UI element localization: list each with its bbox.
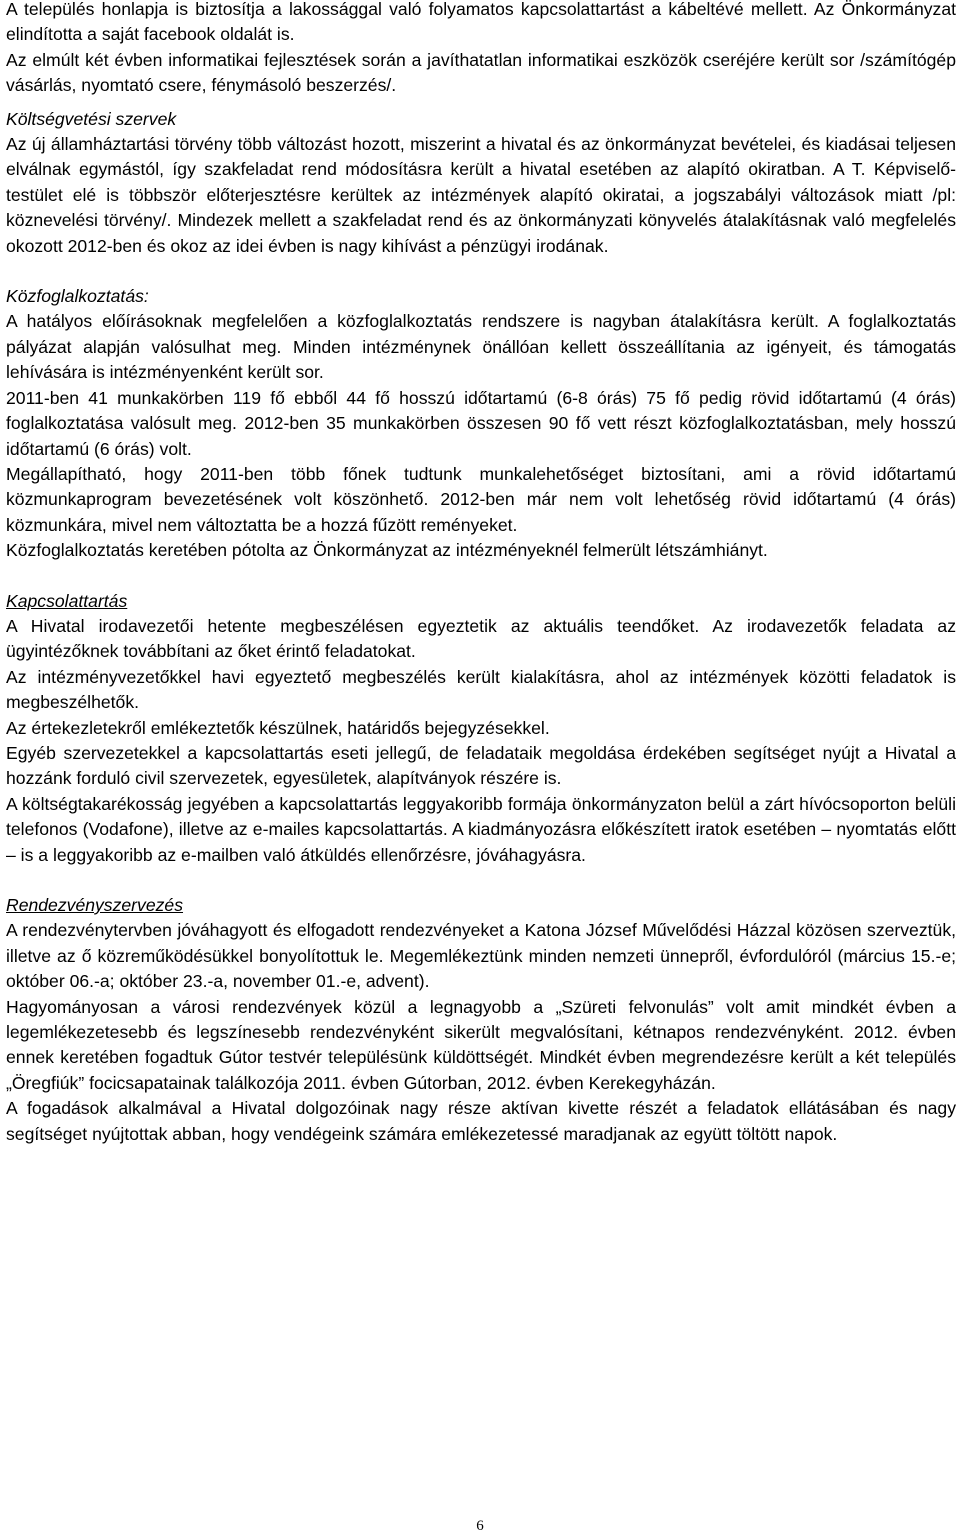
kapcsolattartas-paragraph-1: A Hivatal irodavezetői hetente megbeszélésen egyeztetik az aktuális teendőket. Az irodavezetők feladata az ügyintézőknek továbbítani az őket érintő feladatokat.: [6, 615, 956, 662]
kozfoglalkoztatas-paragraph-1: A hatályos előírásoknak megfelelően a közfoglalkoztatás rendszere is nagyban átalakításra került. A foglalkoztatás pályázat alapján valósulhat meg. Minden intézménynek önállóan kellett összeállítania az igényeit, és támogatás lehívására is intézményenként került sor.: [6, 311, 956, 383]
rendezvenyszervezes-paragraph-3: A fogadások alkalmával a Hivatal dolgozóinak nagy része aktívan kivette részét a feladatok ellátásában és nagy segítséget nyújtottak abban, hogy vendégeink számára emlékezetessé maradjanak az együtt töltött napok.: [6, 1098, 956, 1144]
section-heading-kozfoglalkoztatas: Közfoglalkoztatás:: [6, 286, 149, 307]
rendezvenyszervezes-paragraph-1: A rendezvénytervben jóváhagyott és elfogadott rendezvényeket a Katona József Művelődési Házzal közösen szerveztük, illetve az ő közreműködésükkel bonyolítottuk le. Megemlékeztünk minden nemzeti ünnepről, évfordulóról (március 15.-e; október 06.-a; október 23.-a, november 01.-e, advent).: [6, 920, 956, 992]
kapcsolattartas-paragraph-3: Az értekezletekről emlékeztetők készülnek, határidős bejegyzésekkel.: [6, 717, 550, 738]
intro-paragraph-2: Az elmúlt két évben informatikai fejlesztések során a javíthatatlan informatikai eszközök cseréjére került sor /számítógép vásárlás, nyomtató csere, fénymásoló beszerzés/.: [6, 49, 956, 96]
page-number: 6: [476, 1518, 484, 1534]
kapcsolattartas-paragraph-5: A költségtakarékosság jegyében a kapcsolattartás leggyakoribb formája önkormányzaton belül a zárt hívócsoporton belüli telefonos (Vodafone), illetve az e-mailes kapcsolattartás. A kiadmányozásra előkészített iratok esetében – nyomtatás előtt – is a leggyakoribb az e-mailben való átküldés ellenőrzésre, jóváhagyásra.: [6, 793, 956, 865]
kozfoglalkoztatas-paragraph-4: Közfoglalkoztatás keretében pótolta az Önkormányzat az intézményeknél felmerült létszámhiányt.: [6, 540, 768, 561]
intro-paragraph-1: A település honlapja is biztosítja a lakossággal való folyamatos kapcsolattartást a kábeltévé mellett. Az Önkormányzat elindította a saját facebook oldalát is.: [6, 0, 956, 45]
section-heading-rendezvenyszervezes: Rendezvényszervezés: [6, 895, 184, 915]
section-heading-koltsegvetesi: Költségvetési szervek: [6, 108, 177, 129]
kapcsolattartas-paragraph-2: Az intézményvezetőkkel havi egyeztető megbeszélés került kialakításra, ahol az intézmények közötti feladatok is megbeszélhetők.: [6, 666, 956, 713]
document-body: [6, 0, 956, 1147]
kozfoglalkoztatas-paragraph-2: 2011-ben 41 munkakörben 119 fő ebből 44 fő hosszú időtartamú (6-8 órás) 75 fő pedig rövid időtartamú (4 órás) foglalkoztatása valósult meg. 2012-ben 35 munkakörben összesen 90 fő vett részt közfoglalkoztatásban, mely hosszú időtartamú (6 órás) volt.: [6, 387, 956, 459]
kapcsolattartas-paragraph-4: Egyéb szervezetekkel a kapcsolattartás eseti jellegű, de feladataik megoldása érdekében segítséget nyújt a Hivatal a hozzánk forduló civil szervezetek, egyesületek, alapítványok részére is.: [6, 742, 956, 789]
section-heading-kapcsolattartas: Kapcsolattartás: [6, 590, 128, 611]
kozfoglalkoztatas-paragraph-3: Megállapítható, hogy 2011-ben több főnek tudtunk munkalehetőséget biztosítani, ami a rövid időtartamú közmunkaprogram bevezetésének volt köszönhető. 2012-ben már nem volt lehetőség rövid időtartamú (4 órás) közmunkára, mivel nem változtatta be a hozzá fűzött reményeket.: [6, 463, 956, 535]
rendezvenyszervezes-paragraph-2: Hagyományosan a városi rendezvények közül a legnagyobb a „Szüreti felvonulás” volt amit mindkét évben a legemlékezetesebb és legszínesebb rendezvényként sikerült megvalósítani, kétnapos rendezvényként. 2012. évben ennek keretében fogadtuk Gútor testvér településünk küldöttségét. Mindkét évben megrendezésre került a két település „Öregfiúk” focicsapatainak találkozója 2011. évben Gútorban, 2012. évben Kerekegyházán.: [6, 996, 956, 1093]
koltsegvetesi-paragraph-1: Az új államháztartási törvény több változást hozott, miszerint a hivatal és az önkormányzat bevételei, és kiadásai teljesen elválnak egymástól, így szakfeladat rend módosításra került a hivatal esetében az alapító okiratban. A T. Képviselő-testület elé is többször előterjesztésre kerültek az intézmények alapító okiratai, a jogszabályi változások miatt /pl: köznevelési törvény/. Mindezek mellett a szakfeladat rend és az önkormányzati könyvelés átalakításnak való megfelelés okozott 2012-ben és okoz az idei évben is nagy kihívást a pénzügyi irodának.: [6, 134, 956, 256]
